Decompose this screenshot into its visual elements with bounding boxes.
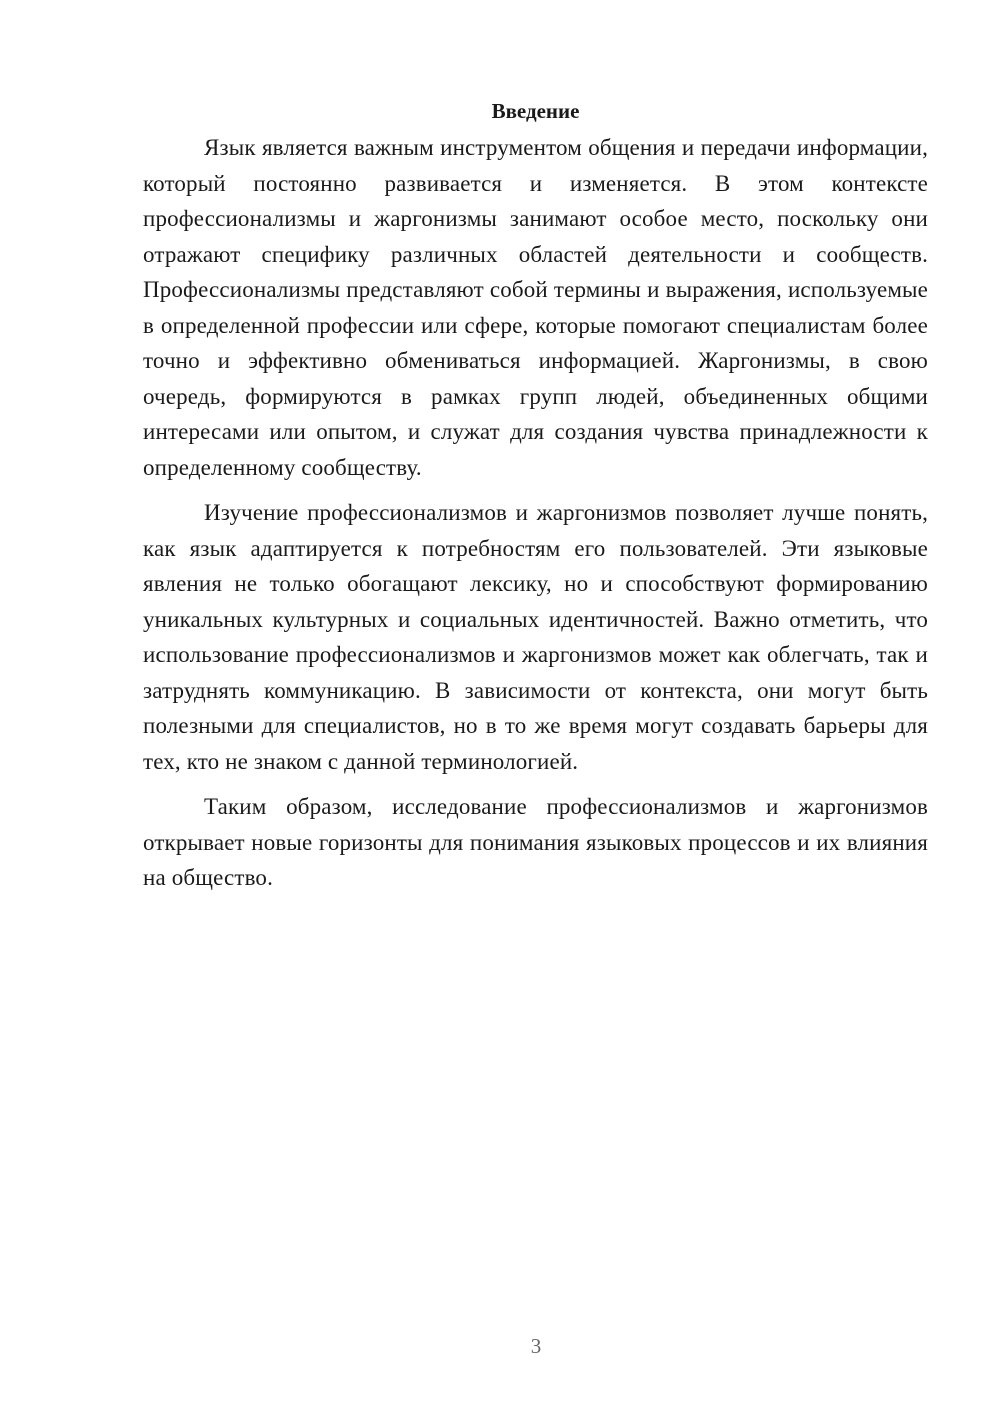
paragraph-3: Таким образом, исследование профессионализмов и жаргонизмов открывает новые горизонты для понимания языковых процессов и их влияния на общество. xyxy=(143,794,928,890)
section-title: Введение xyxy=(491,99,580,123)
page-number: 3 xyxy=(530,1334,542,1358)
paragraph-1: Язык является важным инструментом общения и передачи информации, который постоянно развивается и изменяется. В этом контексте профессионализмы и жаргонизмы занимают особое место, поскольку они отражают специфику различных областей деятельности и сообществ. Профессионализмы представляют собой термины и выражения, используемые в определенной профессии или сфере, которые помогают специалистам более точно и эффективно обмениваться информацией. Жаргонизмы, в свою очередь, формируются в рамках групп людей, объединенных общими интересами или опытом, и служат для создания чувства принадлежности к определенному сообществу. xyxy=(143,135,928,480)
page-content xyxy=(143,96,928,906)
paragraph-2: Изучение профессионализмов и жаргонизмов позволяет лучше понять, как язык адаптируется к потребностям его пользователей. Эти языковые явления не только обогащают лексику, но и способствуют формированию уникальных культурных и социальных идентичностей. Важно отметить, что использование профессионализмов и жаргонизмов может как облегчать, так и затруднять коммуникацию. В зависимости от контекста, они могут быть полезными для специалистов, но в то же время могут создавать барьеры для тех, кто не знаком с данной терминологией. xyxy=(143,500,928,774)
